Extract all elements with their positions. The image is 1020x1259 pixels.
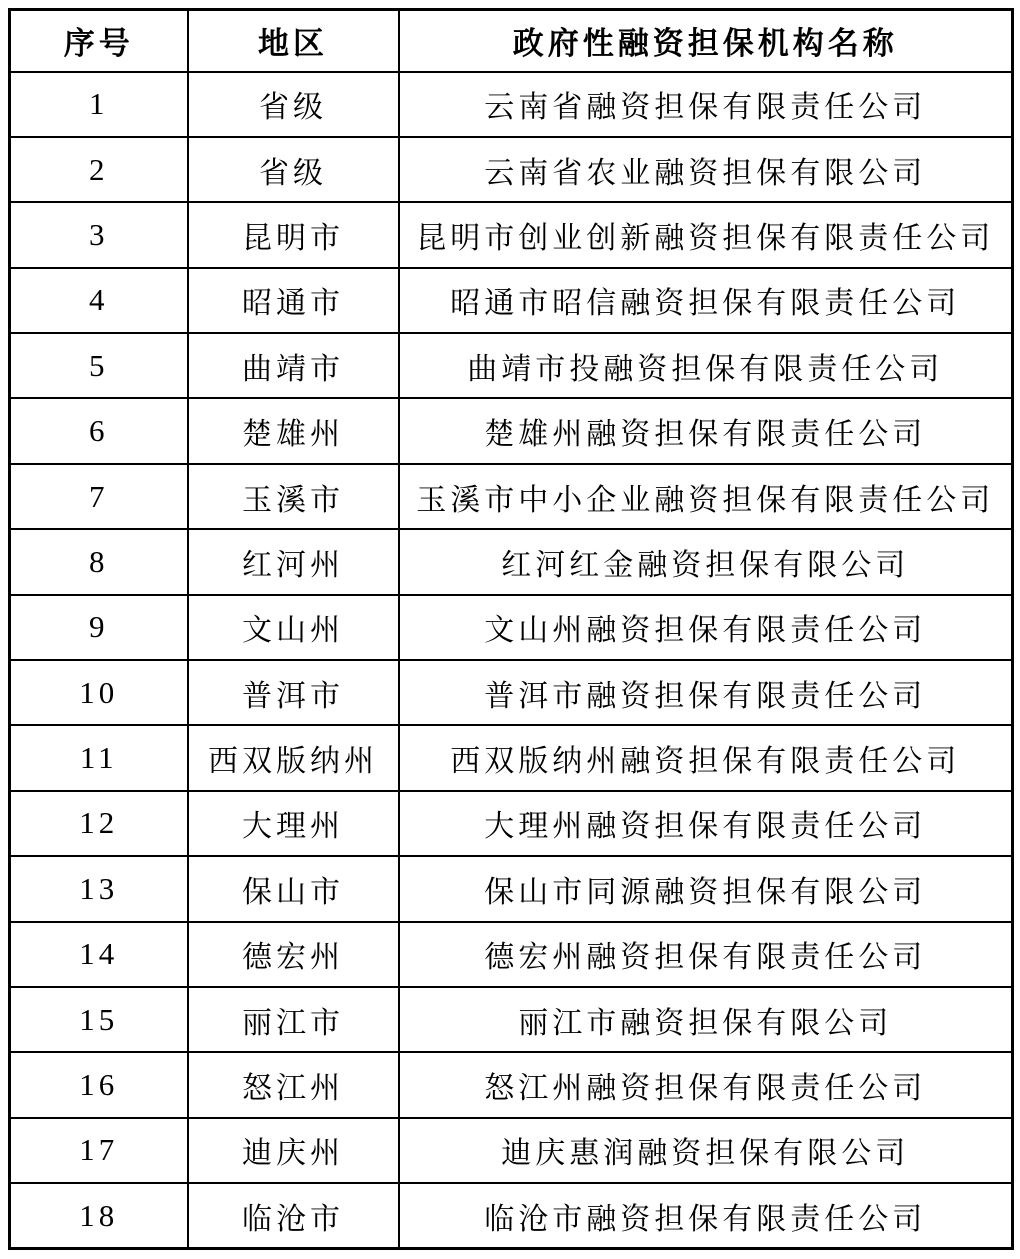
table-row — [10, 268, 1013, 333]
table-row — [10, 791, 1013, 856]
institution-name-cell: 大理州融资担保有限责任公司 — [399, 791, 1013, 856]
institution-name-cell: 文山州融资担保有限责任公司 — [399, 595, 1013, 660]
region-cell: 临沧市 — [188, 1183, 399, 1248]
table-row — [10, 1183, 1013, 1248]
table-body — [10, 72, 1013, 1249]
table-row — [10, 987, 1013, 1052]
table-row — [10, 725, 1013, 790]
row-number-cell: 16 — [10, 1052, 188, 1117]
row-number-cell: 14 — [10, 922, 188, 987]
region-cell: 西双版纳州 — [188, 725, 399, 790]
table-row — [10, 595, 1013, 660]
table-row — [10, 856, 1013, 921]
guarantee-institutions-table — [8, 8, 1014, 1250]
region-cell: 楚雄州 — [188, 398, 399, 463]
table-row — [10, 1118, 1013, 1183]
row-number-cell: 1 — [10, 72, 188, 137]
table-row — [10, 922, 1013, 987]
row-number-cell: 17 — [10, 1118, 188, 1183]
row-number-cell: 4 — [10, 268, 188, 333]
region-cell: 迪庆州 — [188, 1118, 399, 1183]
table-header — [10, 10, 1013, 72]
table-row — [10, 398, 1013, 463]
region-cell: 怒江州 — [188, 1052, 399, 1117]
header-region: 地区 — [188, 10, 399, 72]
institution-name-cell: 迪庆惠润融资担保有限公司 — [399, 1118, 1013, 1183]
institution-name-cell: 云南省融资担保有限责任公司 — [399, 72, 1013, 137]
row-number-cell: 12 — [10, 791, 188, 856]
row-number-cell: 7 — [10, 464, 188, 529]
region-cell: 省级 — [188, 137, 399, 202]
row-number-cell: 18 — [10, 1183, 188, 1248]
region-cell: 昆明市 — [188, 202, 399, 267]
region-cell: 玉溪市 — [188, 464, 399, 529]
institution-name-cell: 昆明市创业创新融资担保有限责任公司 — [399, 202, 1013, 267]
institution-name-cell: 临沧市融资担保有限责任公司 — [399, 1183, 1013, 1248]
region-cell: 昭通市 — [188, 268, 399, 333]
region-cell: 丽江市 — [188, 987, 399, 1052]
region-cell: 德宏州 — [188, 922, 399, 987]
region-cell: 曲靖市 — [188, 333, 399, 398]
region-cell: 红河州 — [188, 529, 399, 594]
institution-name-cell: 云南省农业融资担保有限公司 — [399, 137, 1013, 202]
institution-name-cell: 普洱市融资担保有限责任公司 — [399, 660, 1013, 725]
institution-name-cell: 曲靖市投融资担保有限责任公司 — [399, 333, 1013, 398]
row-number-cell: 3 — [10, 202, 188, 267]
table-row — [10, 333, 1013, 398]
row-number-cell: 15 — [10, 987, 188, 1052]
row-number-cell: 8 — [10, 529, 188, 594]
row-number-cell: 9 — [10, 595, 188, 660]
table-row — [10, 1052, 1013, 1117]
header-institution-name: 政府性融资担保机构名称 — [399, 10, 1013, 72]
institution-name-cell: 德宏州融资担保有限责任公司 — [399, 922, 1013, 987]
region-cell: 文山州 — [188, 595, 399, 660]
table-row — [10, 202, 1013, 267]
region-cell: 大理州 — [188, 791, 399, 856]
row-number-cell: 6 — [10, 398, 188, 463]
region-cell: 保山市 — [188, 856, 399, 921]
table-row — [10, 72, 1013, 137]
row-number-cell: 11 — [10, 725, 188, 790]
institution-name-cell: 红河红金融资担保有限公司 — [399, 529, 1013, 594]
institution-name-cell: 怒江州融资担保有限责任公司 — [399, 1052, 1013, 1117]
region-cell: 普洱市 — [188, 660, 399, 725]
institution-name-cell: 玉溪市中小企业融资担保有限责任公司 — [399, 464, 1013, 529]
table-row — [10, 529, 1013, 594]
table-row — [10, 660, 1013, 725]
institution-name-cell: 保山市同源融资担保有限公司 — [399, 856, 1013, 921]
row-number-cell: 2 — [10, 137, 188, 202]
institution-name-cell: 西双版纳州融资担保有限责任公司 — [399, 725, 1013, 790]
row-number-cell: 10 — [10, 660, 188, 725]
institution-name-cell: 丽江市融资担保有限公司 — [399, 987, 1013, 1052]
region-cell: 省级 — [188, 72, 399, 137]
row-number-cell: 5 — [10, 333, 188, 398]
table-row — [10, 137, 1013, 202]
table-header-row — [10, 10, 1013, 72]
row-number-cell: 13 — [10, 856, 188, 921]
table-row — [10, 464, 1013, 529]
institution-name-cell: 昭通市昭信融资担保有限责任公司 — [399, 268, 1013, 333]
header-no: 序号 — [10, 10, 188, 72]
institution-name-cell: 楚雄州融资担保有限责任公司 — [399, 398, 1013, 463]
